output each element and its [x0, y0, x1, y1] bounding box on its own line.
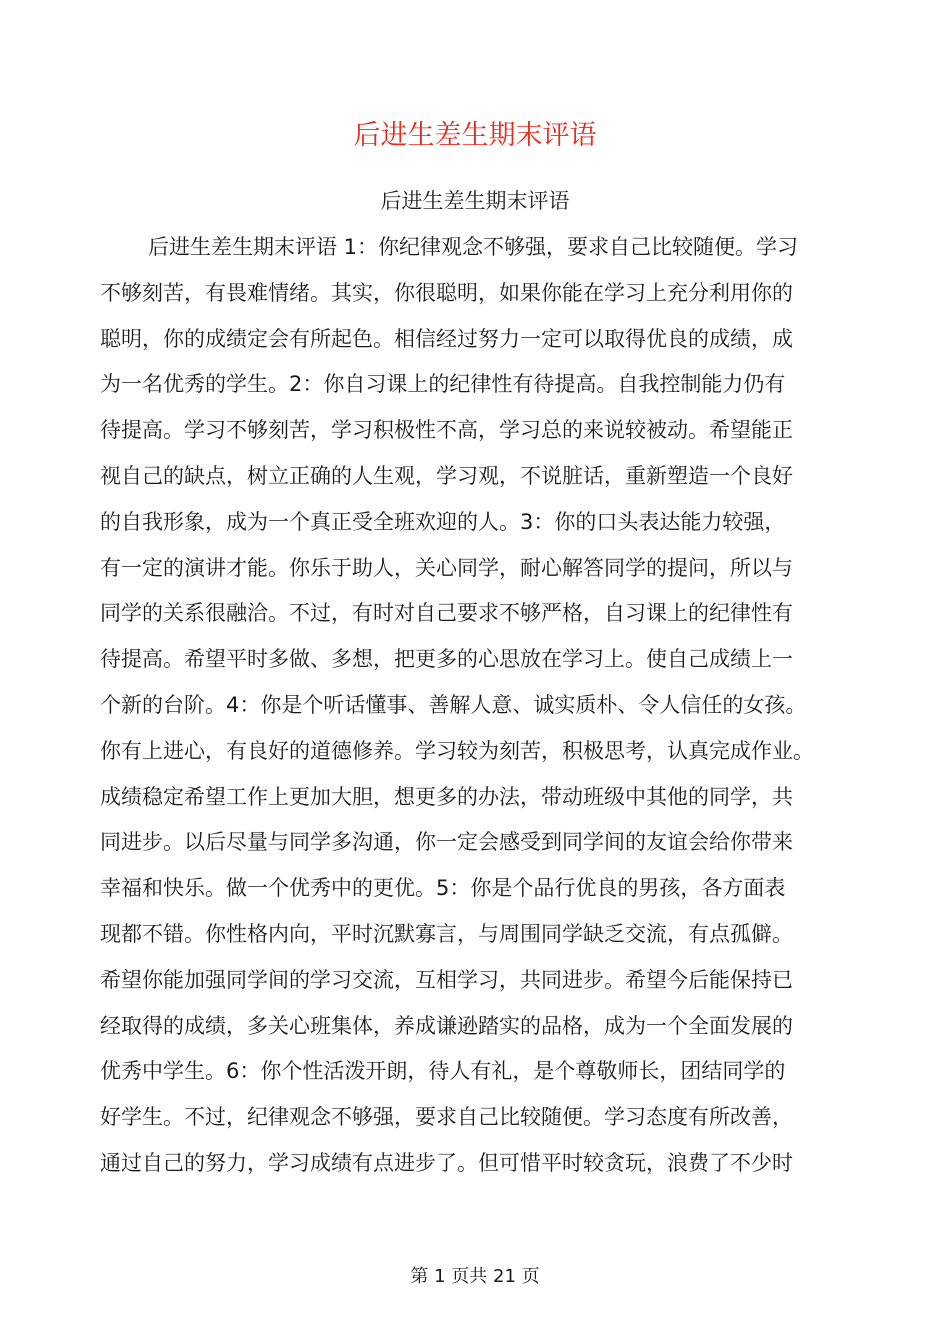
body-line: 的自我形象，成为一个真正受全班欢迎的人。3：你的口头表达能力较强，: [100, 509, 786, 534]
body-line: 聪明，你的成绩定会有所起色。相信经过努力一定可以取得优良的成绩，成: [100, 326, 793, 351]
document-body: [100, 225, 870, 1187]
body-line: 为一名优秀的学生。2：你自习课上的纪律性有待提高。自我控制能力仍有: [100, 372, 786, 397]
body-line: 希望你能加强同学间的学习交流，互相学习，共同进步。希望今后能保持已: [100, 967, 793, 992]
body-line: 不够刻苦，有畏难情绪。其实，你很聪明，如果你能在学习上充分利用你的: [100, 280, 793, 305]
body-line: 视自己的缺点，树立正确的人生观，学习观，不说脏话，重新塑造一个良好: [100, 463, 793, 488]
body-line: 通过自己的努力，学习成绩有点进步了。但可惜平时较贪玩，浪费了不少时: [100, 1150, 793, 1175]
body-line: 同学的关系很融洽。不过，有时对自己要求不够严格，自习课上的纪律性有: [100, 601, 793, 626]
body-line: 待提高。学习不够刻苦，学习积极性不高，学习总的来说较被动。希望能正: [100, 418, 793, 443]
body-line: 优秀中学生。6：你个性活泼开朗，待人有礼，是个尊敬师长，团结同学的: [100, 1059, 786, 1084]
body-line: 同进步。以后尽量与同学多沟通，你一定会感受到同学间的友谊会给你带来: [100, 830, 793, 855]
body-line: 幸福和快乐。做一个优秀中的更优。5：你是个品行优良的男孩，各方面表: [100, 876, 786, 901]
body-line: 你有上进心，有良好的道德修养。学习较为刻苦，积极思考，认真完成作业。: [100, 738, 814, 763]
body-line: 经取得的成绩，多关心班集体，养成谦逊踏实的品格，成为一个全面发展的: [100, 1013, 793, 1038]
body-line: 好学生。不过，纪律观念不够强，要求自己比较随便。学习态度有所改善，: [100, 1105, 793, 1130]
page-number-footer: 第 1 页共 21 页: [410, 1266, 540, 1287]
document-title: 后进生差生期末评语: [353, 120, 597, 151]
body-line: 个新的台阶。4：你是个听话懂事、善解人意、诚实质朴、令人信任的女孩。: [100, 692, 807, 717]
body-line: 现都不错。你性格内向，平时沉默寡言，与周围同学缺乏交流，有点孤僻。: [100, 921, 793, 946]
body-line: 有一定的演讲才能。你乐于助人，关心同学，耐心解答同学的提问，所以与: [100, 555, 793, 580]
document-subtitle: 后进生差生期末评语: [380, 189, 570, 213]
body-line: 后进生差生期末评语 1：你纪律观念不够强，要求自己比较随便。学习: [148, 235, 799, 259]
body-line: 成绩稳定希望工作上更加大胆，想更多的办法，带动班级中其他的同学，共: [100, 784, 793, 809]
body-line: 待提高。希望平时多做、多想，把更多的心思放在学习上。使自己成绩上一: [100, 647, 793, 672]
